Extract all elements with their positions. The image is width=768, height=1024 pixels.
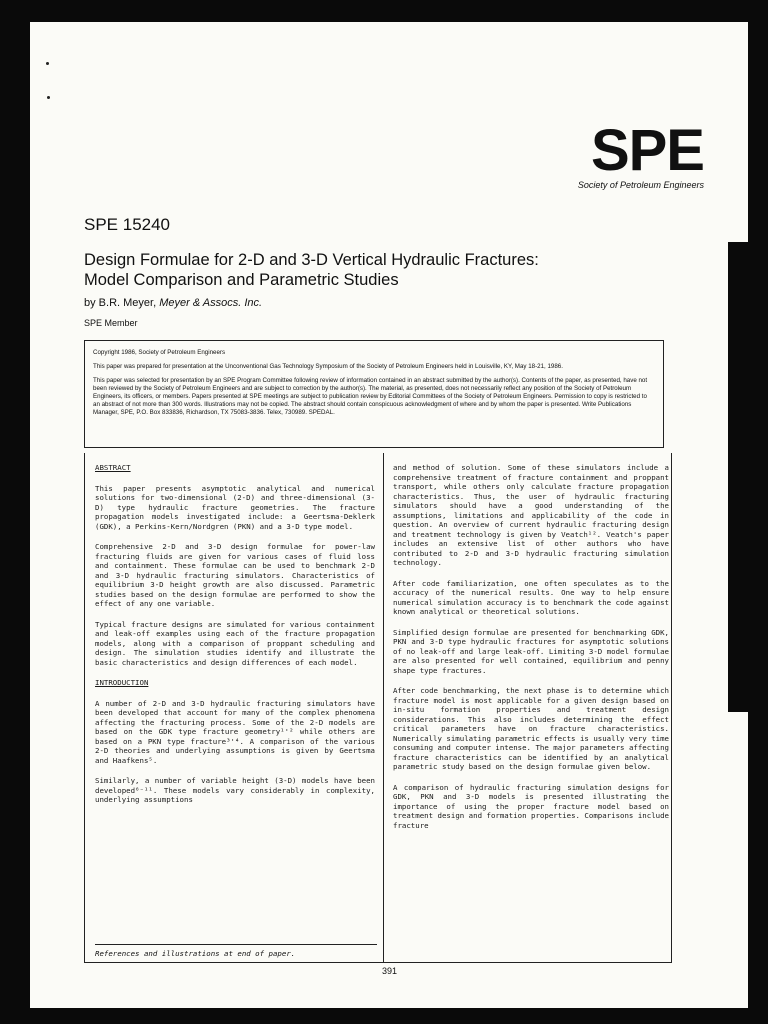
affiliation: Meyer & Assocs. Inc. — [159, 297, 263, 309]
copyright-box — [84, 340, 664, 448]
title-line-2: Model Comparison and Parametric Studies — [84, 271, 399, 289]
paper-number: SPE 15240 — [84, 215, 171, 234]
right-column — [393, 463, 669, 841]
body-paragraph: After code benchmarking, the next phase is to determine which fracture model is most applicable for a given design based on in-situ formation properties and treatment design considerations. This also includes determining the effect critical parameters have on fracture characteristics. Numerically simulating parametric effects is usually very time consuming and computer intense. The major parameters affecting fracture characteristics can be identified by an analytical parametric study based on the design formulae given below. — [393, 686, 669, 771]
body-paragraph: A comparison of hydraulic fracturing simulation designs for GDK, PKN and 3-D models is presented illustrating the importance of using the proper fracture model based on treatment design and formation properties. Comparisons include fracture — [393, 782, 669, 830]
scan-edge-shadow — [728, 242, 748, 712]
body-paragraph: After code familiarization, one often speculates as to the accuracy of the numerical results. One way to help ensure numerical simulation accuracy is to benchmark the code against known analytical or theoretical solutions. — [393, 578, 669, 616]
footnote: References and illustrations at end of paper. — [95, 944, 377, 958]
introduction-heading: INTRODUCTION — [95, 678, 149, 687]
left-column — [95, 463, 375, 816]
body-paragraph: Simplified design formulae are presented for benchmarking GDK, PKN and 3-D type hydraulic fractures for asymptotic solutions of no leak-off and large leak-off. Limiting 3-D model formulae are also presented for well contained, equilibrium and penny shape type fractures. — [393, 627, 669, 675]
review-note: This paper was selected for presentation by an SPE Program Committee following review of information contained in an abstract submitted by the author(s). Contents of the paper, as presented, have not been reviewed by the Society of Petroleum Engineers and are subject to correction by the author(s). The material, as presented, does not necessarily reflect any position of the Society of Petroleum Engineers, its officers, or members. Papers presented at SPE meetings are subject to publication review by Editorial Committees of the Society of Petroleum Engineers. Permission to copy is restricted to an abstract of not more than 300 words. Illustrations may not be copied. The abstract should contain conspicuous acknowledgment of where and by whom the paper is presented. Write Publications Manager, SPE, P.O. Box 833836, Richardson, TX 75083-3836. Telex, 730989. SPEDAL. — [93, 377, 648, 416]
abstract-paragraph: Typical fracture designs are simulated for various containment and leak-off examples using each of the fracture propagation models, along with a comparison of proppant scheduling and design. The simulation studies identify and illustrate the basic characteristics and design differences of each model. — [95, 619, 375, 667]
abstract-heading: ABSTRACT — [95, 463, 131, 472]
membership: SPE Member — [84, 318, 138, 328]
abstract-paragraph: Comprehensive 2-D and 3-D design formulae for power-law fracturing fluids are given for various cases of fluid loss and containment. These formulae can be used to benchmark 2-D and 3-D hydraulic fracturing simulators. Characteristics of equilibrium 3-D height growth are also discussed. Parametric studies based on the design formulae are performed to show the effect of any one variable. — [95, 542, 375, 608]
copyright-line: Copyright 1986, Society of Petroleum Engineers — [93, 349, 226, 356]
paper-page — [30, 22, 748, 1008]
body-paragraph: and method of solution. Some of these simulators include a comprehensive treatment of fracture containment and proppant transport, while others only calculate fracture propagation characteristics. Thus, the user of hydraulic fracturing simulators should have a good understanding of the assumptions, limitations and applicability of the code in question. An overview of current hydraulic fracturing design and treatment technology is given by Veatch¹². Veatch's paper includes an extensive list of other authors who have contributed to 2-D and 3-D hydraulic fracturing simulation technology. — [393, 463, 669, 567]
presentation-note: This paper was prepared for presentation at the Unconventional Gas Technology Symposium of the Society of Petroleum Engineers held in Louisville, KY, May 18-21, 1986. — [93, 363, 563, 370]
body-columns — [84, 453, 672, 963]
intro-paragraph: Similarly, a number of variable height (3-D) models have been developed⁶⁻¹¹. These models vary considerably in complexity, underlying assumptions — [95, 776, 375, 804]
author: by B.R. Meyer, — [84, 297, 160, 309]
intro-paragraph: A number of 2-D and 3-D hydraulic fracturing simulators have been developed that account for many of the complex phenomena affecting the fracturing process. Some of the 2-D models are based on the GDK type fracture geometry¹'² while others are based on a PKN type fracture³'⁴. A comparison of the various 2-D theories and underlying assumptions is given by Geertsma and Haafkens⁵. — [95, 698, 375, 765]
spe-logo — [544, 118, 704, 190]
column-divider — [383, 453, 384, 962]
paper-title — [84, 250, 644, 290]
page-number: 391 — [382, 966, 398, 976]
speck-mark — [47, 96, 50, 99]
speck-mark — [46, 62, 49, 65]
abstract-paragraph: This paper presents asymptotic analytical and numerical solutions for two-dimensional (2-D) and three-dimensional (3-D) type hydraulic fracture geometries. The fracture propagation models investigated include: a Geertsma-Deklerk (GDK), a Perkins-Kern/Nordgren (PKN) and a 3-D type model. — [95, 483, 375, 531]
spe-logo-mark: SPE — [590, 118, 704, 183]
title-line-1: Design Formulae for 2-D and 3-D Vertical Hydraulic Fractures: — [84, 251, 539, 269]
byline — [84, 297, 262, 309]
spe-logo-society: Society of Petroleum Engineers — [577, 180, 704, 190]
